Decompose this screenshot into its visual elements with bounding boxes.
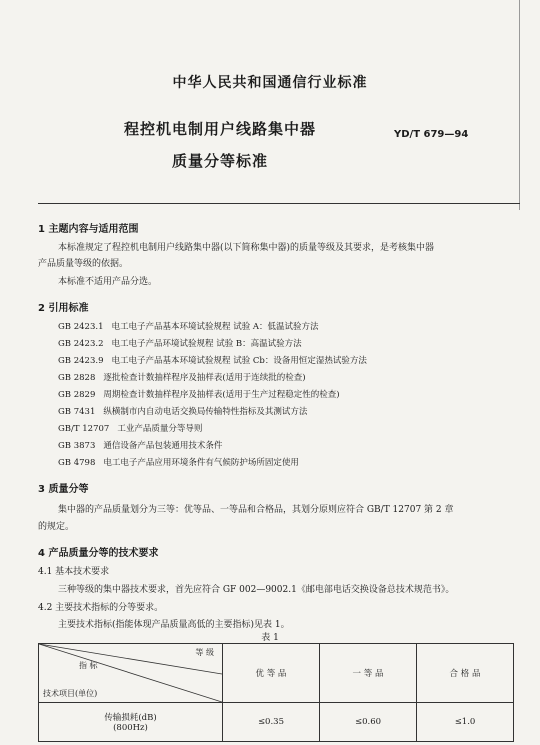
- header-first-class: 一 等 品: [319, 644, 416, 703]
- ref-item: [58, 337, 302, 349]
- ref-text: 周期检查计数抽样程序及抽样表(适用于生产过程稳定性的检查): [103, 390, 340, 400]
- ref-code: GB 7431: [58, 407, 96, 417]
- section-1-para1-line2: 产品质量等级的依据。: [38, 259, 129, 269]
- header-divider: [38, 203, 520, 204]
- ref-item: [58, 388, 340, 400]
- table-header-corner: [39, 644, 223, 703]
- standard-title-line1: 程控机电制用户线路集中器: [123, 120, 316, 138]
- row-first-value: ≤0.60: [319, 703, 416, 742]
- section-4-1-text: 三种等级的集中器技术要求，首先应符合 GF 002—9002.1《邮电部电话交换设备总技术规范书》。: [58, 585, 455, 595]
- section-1-para1-line1: 本标准规定了程控机电制用户线路集中器(以下简称集中器)的质量等级及其要求，是考核集中器: [58, 243, 435, 253]
- ref-item: [58, 439, 222, 451]
- ref-code: GB 2423.9: [58, 356, 104, 366]
- standard-title-line2: 质量分等标准: [171, 152, 268, 170]
- page-margin-line: [519, 0, 520, 210]
- row-item-sub: (800Hz): [113, 723, 148, 733]
- ref-code: GB 2829: [58, 390, 96, 400]
- ref-item: [58, 371, 306, 383]
- ref-text: 电工电子产品基本环境试验规程 试验 Cb：设备用恒定湿热试验方法: [111, 356, 367, 366]
- ref-code: GB/T 12707: [58, 424, 110, 434]
- section-3-line1: 集中器的产品质量划分为三等：优等品、一等品和合格品，其划分原则应符合 GB/T 12707 第 2 章: [58, 505, 454, 515]
- issuer-title: 中华人民共和国通信行业标准: [172, 75, 368, 91]
- ref-text: 电工电子产品应用环境条件有气候防护场所固定使用: [103, 458, 299, 468]
- section-3-line2: 的规定。: [38, 522, 75, 532]
- ref-text: 电工电子产品基本环境试验规程 试验 A：低温试验方法: [111, 322, 319, 332]
- ref-item: [58, 456, 299, 468]
- header-index-label: 指 标: [79, 661, 98, 670]
- ref-text: 通信设备产品包装通用技术条件: [103, 441, 223, 451]
- section-4-1-heading: 4.1 基本技术要求: [38, 567, 110, 577]
- ref-text: 工业产品质量分等导则: [117, 424, 203, 434]
- row-item: [39, 703, 223, 742]
- ref-code: GB 2828: [58, 373, 96, 383]
- standard-code: YD/T 679—94: [394, 129, 469, 140]
- header-excellent: 优 等 品: [222, 644, 319, 703]
- ref-item: [58, 422, 202, 434]
- ref-item: [58, 354, 367, 366]
- row-item-name: 传输损耗(dB): [104, 713, 157, 723]
- row-excellent-value: ≤0.35: [222, 703, 319, 742]
- header-grade-label: 等 级: [195, 648, 214, 657]
- section-1-para2: 本标准不适用产品分选。: [58, 277, 158, 287]
- section-2-heading: 2 引用标准: [38, 303, 89, 314]
- ref-item: [58, 320, 319, 332]
- section-1-heading: 1 主题内容与适用范围: [38, 224, 139, 235]
- row-qualified-value: ≤1.0: [417, 703, 514, 742]
- ref-code: GB 2423.1: [58, 322, 104, 332]
- ref-text: 纵横制市内自动电话交换局传输特性指标及其测试方法: [103, 407, 308, 417]
- ref-text: 逐批检查计数抽样程序及抽样表(适用于连续批的检查): [103, 373, 306, 383]
- section-4-2-heading: 4.2 主要技术指标的分等要求。: [38, 603, 164, 613]
- grading-table: [38, 643, 514, 742]
- ref-code: GB 2423.2: [58, 339, 104, 349]
- header-item-label: 技术项目(单位): [43, 689, 98, 698]
- ref-text: 电工电子产品环境试验规程 试验 B：高温试验方法: [111, 339, 302, 349]
- table-row: [39, 703, 514, 742]
- section-4-2-text: 主要技术指标(指能体现产品质量高低的主要指标)见表 1。: [58, 620, 290, 630]
- table-caption: 表 1: [261, 633, 279, 643]
- ref-code: GB 4798: [58, 458, 96, 468]
- ref-item: [58, 405, 307, 417]
- ref-code: GB 3873: [58, 441, 96, 451]
- section-3-heading: 3 质量分等: [38, 484, 89, 495]
- section-4-heading: 4 产品质量分等的技术要求: [38, 548, 159, 559]
- header-qualified: 合 格 品: [417, 644, 514, 703]
